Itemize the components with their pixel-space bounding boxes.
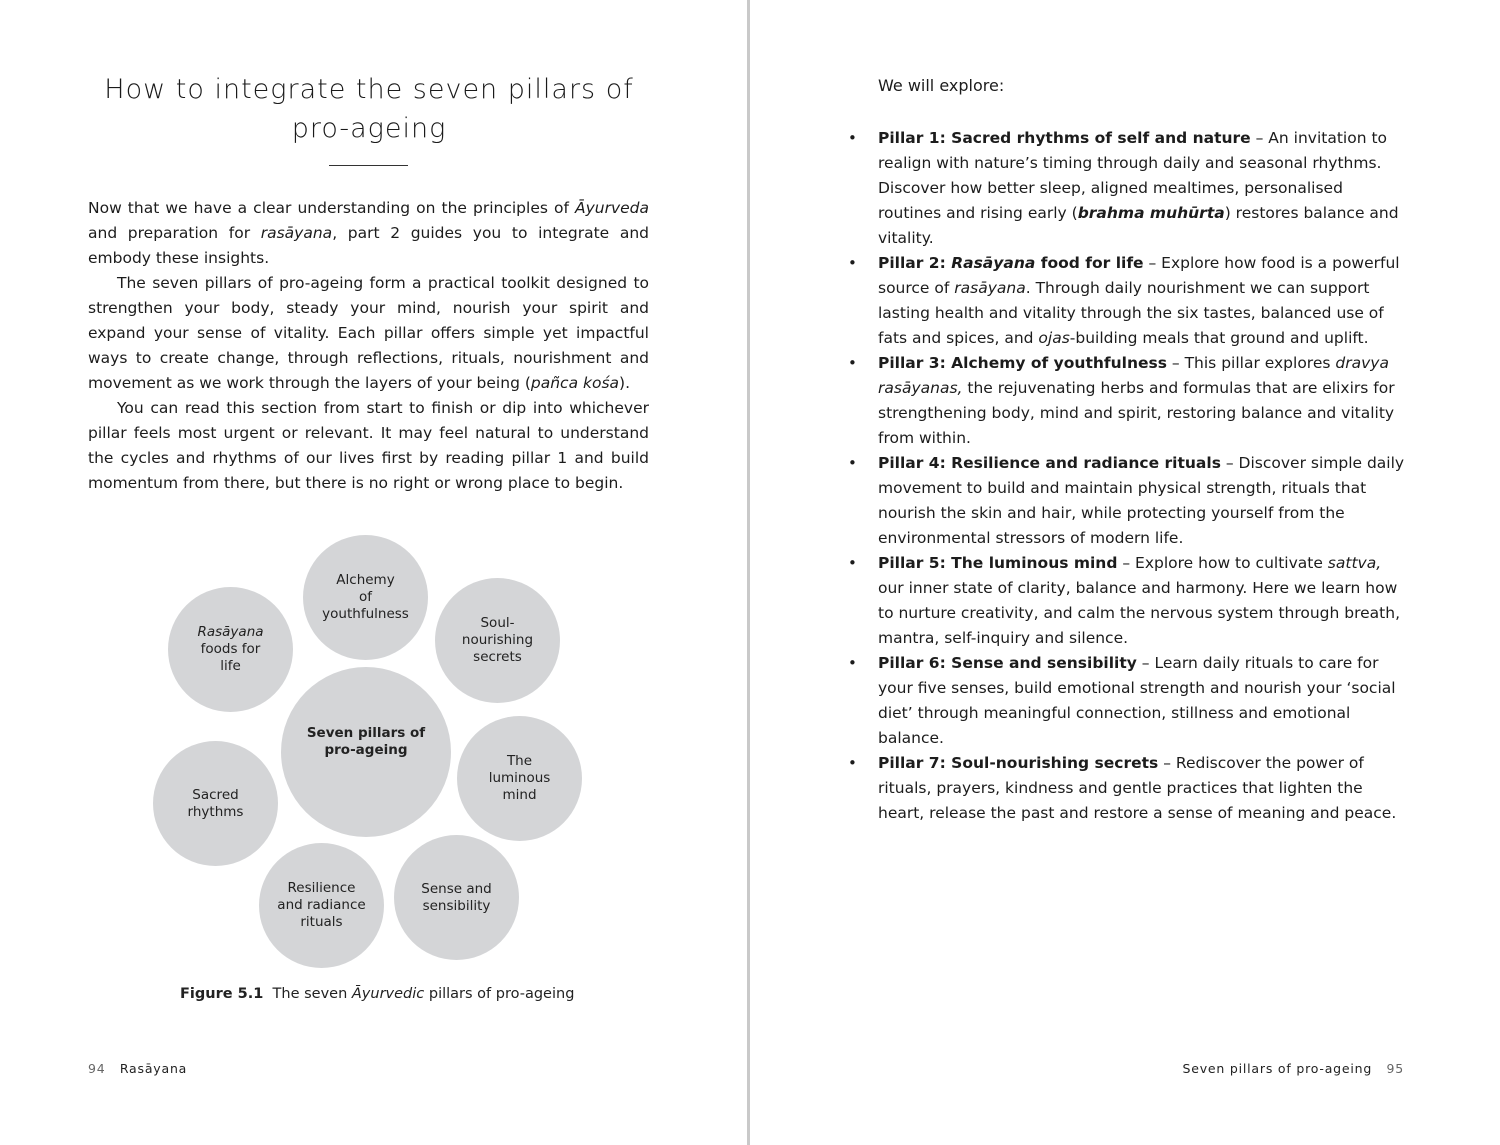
page-number: 94 (88, 1061, 106, 1076)
running-title: Seven pillars of pro-ageing (1182, 1061, 1373, 1076)
circle-resilience-radiance: Resilience and radiance rituals (259, 843, 384, 968)
book-gutter (747, 0, 750, 1145)
bullet-icon: • (848, 654, 857, 672)
pillars-diagram (150, 530, 590, 975)
circle-rasayana-foods: Rasāyana foods for life (168, 587, 293, 712)
bullet-icon: • (848, 129, 857, 147)
list-item: • Pillar 6: Sense and sensibility – Learn daily rituals to care for your five senses, build emotional strength and nourish your ‘social diet’ through meaningful connection, stillness and emotional balance. (878, 651, 1406, 751)
list-item: • Pillar 2: Rasāyana food for life – Explore how food is a powerful source of rasāyana. Through daily nourishment we can support lasting health and vitality through the six tastes, balanced use of fats and spices, and ojas-building meals that ground and uplift. (878, 251, 1406, 351)
paragraph-1: Now that we have a clear understanding on the principles of Āyurveda and preparation for rasāyana, part 2 guides you to integrate and embody these insights. (88, 199, 649, 267)
title-divider (329, 165, 408, 166)
title-line-2: pro-ageing (291, 113, 447, 144)
figure-caption: Figure 5.1 The seven Āyurvedic pillars of pro-ageing (180, 986, 575, 1002)
paragraph-3: You can read this section from start to finish or dip into whichever pillar feels most urgent or relevant. It may feel natural to understand the cycles and rhythms of our lives first by reading pillar 1 and build momentum from there, but there is no right or wrong place to begin. (88, 399, 649, 492)
bullet-icon: • (848, 754, 857, 772)
page-number: 95 (1386, 1061, 1404, 1076)
bullet-icon: • (848, 454, 857, 472)
paragraph-2: The seven pillars of pro-ageing form a practical toolkit designed to strengthen your body, steady your mind, nourish your spirit and expand your sense of vitality. Each pillar offers simple yet impactful ways to create change, through reflections, rituals, nourishment and movement as we work through the layers of your being (pañca kośa). (88, 274, 649, 392)
folio-right (1182, 1061, 1404, 1076)
folio-left (88, 1061, 187, 1076)
bullet-icon: • (848, 254, 857, 272)
right-page (752, 0, 1500, 1145)
list-item: • Pillar 4: Resilience and radiance rituals – Discover simple daily movement to build and maintain physical strength, rituals that nourish the skin and hair, while protecting yourself from the environmental stressors of modern life. (878, 451, 1406, 551)
circle-soul-nourishing: Soul- nourishing secrets (435, 578, 560, 703)
list-item: • Pillar 1: Sacred rhythms of self and nature – An invitation to realign with nature’s timing through daily and seasonal rhythms. Discover how better sleep, aligned mealtimes, personalised routines and rising early (brahma muhūrta) restores balance and vitality. (878, 126, 1406, 251)
circle-sacred-rhythms: Sacred rhythms (153, 741, 278, 866)
list-item: • Pillar 3: Alchemy of youthfulness – This pillar explores dravya rasāyanas, the rejuvenating herbs and formulas that are elixirs for strengthening body, mind and spirit, restoring balance and vitality from within. (878, 351, 1406, 451)
circle-sense-sensibility: Sense and sensibility (394, 835, 519, 960)
pillar-list (848, 126, 1406, 826)
body-text (88, 196, 649, 496)
list-item: • Pillar 5: The luminous mind – Explore how to cultivate sattva, our inner state of clarity, balance and harmony. Here we learn how to nurture creativity, and calm the nervous system through breath, mantra, self-inquiry and silence. (878, 551, 1406, 651)
circle-luminous-mind: The luminous mind (457, 716, 582, 841)
title-line-1: How to integrate the seven pillars of (104, 74, 634, 105)
left-page (0, 0, 748, 1145)
caption-label: Figure 5.1 (180, 986, 264, 1002)
page-title (60, 70, 678, 148)
circle-center-seven-pillars: Seven pillars of pro-ageing (281, 667, 451, 837)
intro-text: We will explore: (878, 76, 1005, 95)
list-item: • Pillar 7: Soul-nourishing secrets – Rediscover the power of rituals, prayers, kindness and gentle practices that lighten the heart, release the past and restore a sense of meaning and peace. (878, 751, 1406, 826)
bullet-icon: • (848, 554, 857, 572)
circle-alchemy: Alchemy of youthfulness (303, 535, 428, 660)
running-title: Rasāyana (119, 1061, 188, 1076)
bullet-icon: • (848, 354, 857, 372)
